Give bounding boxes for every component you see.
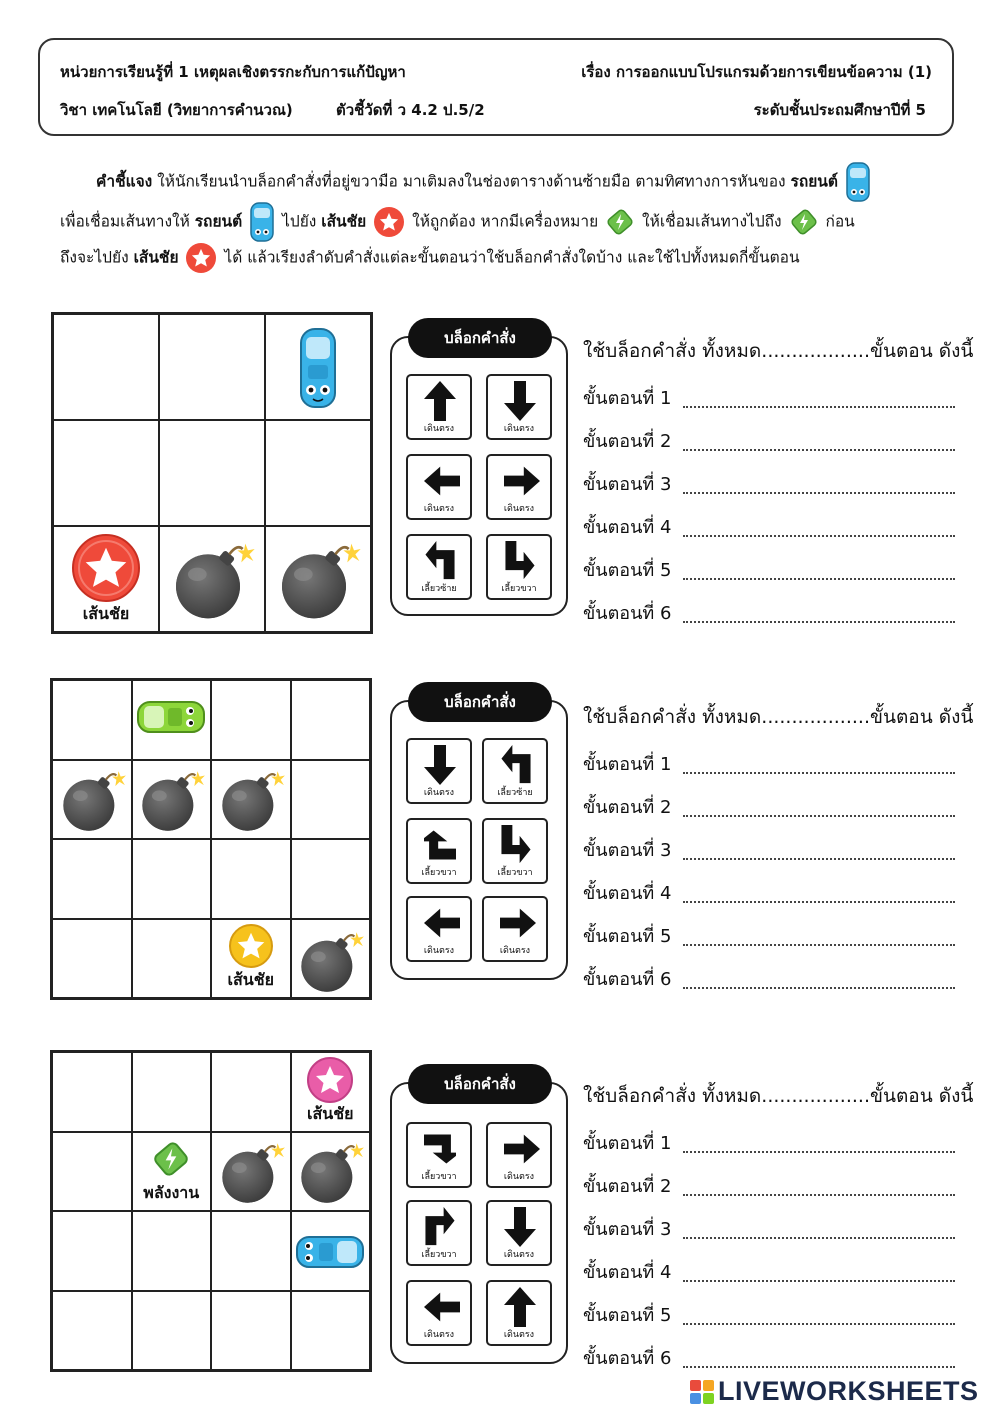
goal-star-icon — [229, 924, 273, 968]
answer-blank[interactable] — [683, 901, 955, 903]
block-forward-down[interactable] — [406, 738, 472, 804]
unit-title: หน่วยการเรียนรู้ที่ 1 เหตุผลเชิงตรรกะกับการแก้ปัญหา — [60, 63, 406, 81]
car-icon — [136, 699, 206, 735]
grid-cell[interactable] — [291, 1291, 371, 1371]
grid-cell[interactable] — [291, 919, 371, 999]
grid-cell[interactable] — [291, 1132, 371, 1212]
puzzle-grid-3 — [50, 1050, 372, 1372]
block-label: เดินตรง — [499, 946, 531, 956]
grid-cell[interactable] — [265, 526, 371, 632]
instructions-text-2: เพื่อเชื่อมเส้นทางให้ — [60, 212, 195, 231]
grid-cell[interactable] — [211, 760, 291, 840]
block-label: เดินตรง — [503, 424, 535, 434]
grid-cell-goal[interactable] — [291, 1052, 371, 1132]
command-block-panel-1 — [390, 329, 568, 616]
grid-cell[interactable] — [52, 919, 132, 999]
grid-cell[interactable] — [53, 314, 159, 420]
block-label: เดินตรง — [423, 946, 455, 956]
block-label: เดินตรง — [503, 1250, 535, 1260]
grid-cell[interactable] — [291, 839, 371, 919]
block-turn-right[interactable] — [406, 1122, 472, 1188]
grid-cell[interactable] — [132, 680, 212, 760]
step-label: ขั้นตอนที่ 6 — [583, 603, 672, 624]
answer-area-1 — [583, 336, 974, 626]
car-word: รถยนต์ — [790, 172, 838, 191]
step-label: ขั้นตอนที่ 1 — [583, 754, 672, 775]
answer-blank[interactable] — [683, 1194, 955, 1196]
grid-cell[interactable] — [159, 420, 265, 526]
grid-cell[interactable] — [52, 1052, 132, 1132]
answer-blank[interactable] — [683, 621, 955, 623]
panel-title: บล็อกคำสั่ง — [408, 682, 552, 722]
block-forward-left[interactable] — [406, 454, 472, 520]
step-line[interactable] — [583, 1343, 955, 1372]
grid-cell[interactable] — [132, 1291, 212, 1371]
grid-cell[interactable] — [52, 1211, 132, 1291]
block-forward-down[interactable] — [486, 1200, 552, 1266]
step-line[interactable] — [583, 1128, 955, 1157]
answer-blank[interactable] — [683, 1237, 955, 1239]
bomb-icon — [57, 769, 127, 833]
goal-label: เส้นชัย — [307, 1103, 354, 1123]
bomb-icon — [168, 541, 256, 621]
energy-label: พลังงาน — [143, 1183, 200, 1202]
grid-cell[interactable] — [132, 839, 212, 919]
car-word-2: รถยนต์ — [194, 212, 243, 231]
goal-word-2: เส้นชัย — [133, 248, 179, 267]
step-line[interactable] — [583, 469, 955, 498]
goal-star-icon — [185, 242, 217, 274]
instructions-text-3: ไปยัง — [282, 212, 322, 231]
energy-battery-icon — [605, 207, 635, 237]
answer-blank[interactable] — [683, 1151, 955, 1153]
block-turn-right[interactable] — [486, 534, 552, 600]
grid-cell[interactable] — [132, 919, 212, 999]
grid-cell-goal[interactable] — [211, 919, 291, 999]
step-line[interactable] — [583, 878, 955, 907]
instructions-heading: คำชี้แจง — [96, 172, 153, 191]
bomb-icon — [295, 1141, 365, 1205]
instructions-text-4: ให้ถูกต้อง หากมีเครื่องหมาย — [407, 212, 604, 231]
step-line[interactable] — [583, 921, 955, 950]
grid-cell[interactable] — [52, 839, 132, 919]
goal-label: เส้นชัย — [227, 970, 274, 989]
block-label: เดินตรง — [503, 504, 535, 514]
block-turn-left[interactable] — [406, 534, 472, 600]
step-line[interactable] — [583, 1171, 955, 1200]
block-forward-up[interactable] — [486, 1280, 552, 1346]
step-line[interactable] — [583, 1300, 955, 1329]
answer-blank[interactable] — [683, 492, 955, 494]
answer-blank[interactable] — [683, 578, 955, 580]
answer-blank[interactable] — [683, 858, 955, 860]
step-label: ขั้นตอนที่ 5 — [583, 926, 672, 947]
grid-cell[interactable] — [132, 1211, 212, 1291]
answer-blank[interactable] — [683, 987, 955, 989]
block-turn-right[interactable] — [406, 1200, 472, 1266]
answer-blank[interactable] — [683, 406, 955, 408]
answer-blank[interactable] — [683, 815, 955, 817]
block-turn-right[interactable] — [406, 818, 472, 884]
block-label: เดินตรง — [503, 1172, 535, 1182]
step-line[interactable] — [583, 1214, 955, 1243]
instructions-text-1: ให้นักเรียนนำบล็อกคำสั่งที่อยู่ขวามือ มาเติมลงในช่องตารางด้านซ้ายมือ ตามทิศทางการหันของ — [152, 172, 791, 191]
block-forward-up[interactable] — [406, 374, 472, 440]
puzzle-grid-1 — [51, 312, 373, 634]
grade-level: ระดับชั้นประถมศึกษาปีที่ 5 — [753, 101, 926, 119]
instructions-text-6: ก่อน — [825, 212, 855, 231]
grid-cell[interactable] — [52, 1291, 132, 1371]
grid-cell-goal[interactable] — [53, 526, 159, 632]
step-label: ขั้นตอนที่ 5 — [583, 560, 672, 581]
liveworksheets-logo — [690, 1374, 990, 1410]
step-line[interactable] — [583, 749, 955, 778]
worksheet-header — [38, 38, 954, 136]
grid-cell[interactable] — [291, 760, 371, 840]
step-label: ขั้นตอนที่ 6 — [583, 969, 672, 990]
step-line[interactable] — [583, 792, 955, 821]
step-line[interactable] — [583, 512, 955, 541]
step-line[interactable] — [583, 555, 955, 584]
grid-cell[interactable] — [159, 314, 265, 420]
energy-battery-icon — [789, 207, 819, 237]
instructions-text-5: ให้เชื่อมเส้นทางไปถึง — [642, 212, 787, 231]
step-label: ขั้นตอนที่ 3 — [583, 840, 672, 861]
answer-area-3 — [583, 1081, 974, 1373]
block-label: เดินตรง — [503, 1330, 535, 1340]
grid-cell[interactable] — [132, 1052, 212, 1132]
indicator-title: ตัวชี้วัดที่ ว 4.2 ป.5/2 — [336, 101, 485, 119]
step-label: ขั้นตอนที่ 6 — [583, 1348, 672, 1369]
puzzle-grid-2 — [50, 678, 372, 1000]
block-label: เลี้ยวขวา — [501, 584, 537, 594]
step-label: ขั้นตอนที่ 3 — [583, 1219, 672, 1240]
answer-blank[interactable] — [683, 449, 955, 451]
grid-cell-energy[interactable] — [132, 1132, 212, 1212]
block-label: เลี้ยวซ้าย — [421, 584, 457, 594]
answer-blank[interactable] — [683, 944, 955, 946]
bomb-icon — [136, 769, 206, 833]
block-forward-right[interactable] — [486, 454, 552, 520]
block-label: เลี้ยวขวา — [421, 1250, 457, 1260]
total-steps-field[interactable]: ใช้บล็อกคำสั่ง ทั้งหมด..................ขั้นตอน ดังนี้ — [583, 706, 974, 728]
bomb-icon — [295, 930, 365, 994]
step-label: ขั้นตอนที่ 1 — [583, 388, 672, 409]
bomb-icon — [216, 1141, 286, 1205]
grid-cell[interactable] — [211, 1132, 291, 1212]
car-icon — [249, 202, 275, 242]
block-label: เลี้ยวขวา — [421, 1172, 457, 1182]
step-label: ขั้นตอนที่ 4 — [583, 1262, 672, 1283]
block-forward-right[interactable] — [482, 896, 548, 962]
panel-title: บล็อกคำสั่ง — [408, 318, 552, 358]
step-line[interactable] — [583, 383, 955, 412]
block-turn-left[interactable] — [482, 738, 548, 804]
goal-star-icon — [307, 1057, 353, 1103]
block-forward-left[interactable] — [406, 1280, 472, 1346]
bomb-icon — [216, 769, 286, 833]
step-line[interactable] — [583, 1257, 955, 1286]
step-label: ขั้นตอนที่ 5 — [583, 1305, 672, 1326]
bomb-icon — [274, 541, 362, 621]
grid-cell[interactable] — [211, 680, 291, 760]
command-block-panel-2 — [390, 693, 568, 980]
subject-title: วิชา เทคโนโลยี (วิทยาการคำนวณ) — [60, 101, 293, 119]
grid-cell[interactable] — [52, 1132, 132, 1212]
answer-area-2 — [583, 702, 974, 992]
total-steps-field[interactable]: ใช้บล็อกคำสั่ง ทั้งหมด..................ขั้นตอน ดังนี้ — [583, 340, 974, 362]
block-label: เดินตรง — [423, 424, 455, 434]
answer-blank[interactable] — [683, 1280, 955, 1282]
step-line[interactable] — [583, 964, 955, 993]
grid-cell[interactable] — [211, 1211, 291, 1291]
command-block-panel-3 — [390, 1075, 568, 1364]
grid-cell[interactable] — [265, 314, 371, 420]
topic-title: เรื่อง การออกแบบโปรแกรมด้วยการเขียนข้อความ (1) — [581, 63, 932, 81]
step-label: ขั้นตอนที่ 4 — [583, 883, 672, 904]
step-label: ขั้นตอนที่ 3 — [583, 474, 672, 495]
grid-cell[interactable] — [132, 760, 212, 840]
block-label: เดินตรง — [423, 1330, 455, 1340]
step-label: ขั้นตอนที่ 2 — [583, 1176, 672, 1197]
step-label: ขั้นตอนที่ 2 — [583, 797, 672, 818]
total-steps-field[interactable]: ใช้บล็อกคำสั่ง ทั้งหมด..................ขั้นตอน ดังนี้ — [583, 1085, 974, 1107]
step-line[interactable] — [583, 426, 955, 455]
grid-cell[interactable] — [291, 1211, 371, 1291]
grid-cell[interactable] — [52, 760, 132, 840]
car-icon — [298, 327, 338, 409]
goal-star-icon — [373, 206, 405, 238]
block-label: เลี้ยวซ้าย — [497, 788, 533, 798]
block-label: เดินตรง — [423, 504, 455, 514]
goal-word: เส้นชัย — [321, 212, 367, 231]
grid-cell[interactable] — [211, 1291, 291, 1371]
step-label: ขั้นตอนที่ 2 — [583, 431, 672, 452]
instructions-text-7: ถึงจะไปยัง — [60, 248, 134, 267]
block-forward-left[interactable] — [406, 896, 472, 962]
car-icon — [845, 162, 871, 202]
grid-cell[interactable] — [52, 680, 132, 760]
grid-cell[interactable] — [211, 839, 291, 919]
answer-blank[interactable] — [683, 1366, 955, 1368]
answer-blank[interactable] — [683, 1323, 955, 1325]
car-icon — [294, 1234, 366, 1270]
goal-star-icon — [71, 533, 141, 603]
block-forward-right[interactable] — [486, 1122, 552, 1188]
block-label: เลี้ยวขวา — [421, 868, 457, 878]
block-label: เลี้ยวขวา — [497, 868, 533, 878]
step-line[interactable] — [583, 598, 955, 627]
step-label: ขั้นตอนที่ 4 — [583, 517, 672, 538]
instructions-text-8: ได้ แล้วเรียงลำดับคำสั่งแต่ละขั้นตอนว่าใช้บล็อกคำสั่งใดบ้าง และใช้ไปทั้งหมดกี่ขั้นตอน — [219, 248, 800, 267]
step-line[interactable] — [583, 835, 955, 864]
answer-blank[interactable] — [683, 535, 955, 537]
step-label: ขั้นตอนที่ 1 — [583, 1133, 672, 1154]
logo-text: LIVEWORKSHEETS — [718, 1376, 979, 1406]
grid-cell[interactable] — [159, 526, 265, 632]
grid-cell[interactable] — [53, 420, 159, 526]
liveworksheets-logo-icon — [690, 1380, 714, 1404]
grid-cell[interactable] — [211, 1052, 291, 1132]
block-turn-right[interactable] — [482, 818, 548, 884]
energy-battery-icon — [151, 1139, 191, 1179]
goal-label: เส้นชัย — [82, 604, 130, 623]
block-label: เดินตรง — [423, 788, 455, 798]
grid-cell[interactable] — [265, 420, 371, 526]
panel-title: บล็อกคำสั่ง — [408, 1064, 552, 1104]
answer-blank[interactable] — [683, 772, 955, 774]
block-forward-down[interactable] — [486, 374, 552, 440]
grid-cell[interactable] — [291, 680, 371, 760]
